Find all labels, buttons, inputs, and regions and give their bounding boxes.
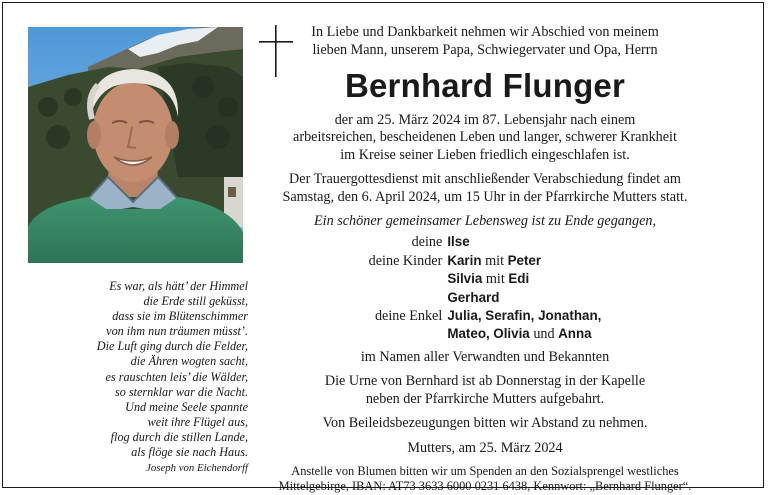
family-member: Silvia: [447, 271, 483, 287]
family-member: Edi: [508, 271, 530, 287]
poem-line: Und meine Seele spannte: [125, 399, 248, 414]
death-notice: [275, 112, 695, 164]
donation-line: Anstelle von Blumen bitten wir um Spenden an den Sozialsprengel westliches: [291, 463, 679, 478]
poem-line: von ihm nun träumen müsst’.: [106, 324, 248, 339]
service-line: Der Trauergottesdienst mit anschließender Verabschiedung findet am: [289, 171, 681, 188]
poem-line: flog durch die stillen Lande,: [110, 429, 248, 444]
family-label: deine Enkel: [374, 308, 443, 325]
family-label: deine Kinder: [368, 252, 443, 269]
cross-icon: [259, 25, 293, 77]
and-word: und: [533, 326, 555, 343]
family-row-children-2: [369, 270, 602, 288]
family-member: Karin: [447, 252, 482, 268]
poem-line: es rauschten leis’ die Wälder,: [105, 369, 248, 384]
place-date: Mutters, am 25. März 2024: [407, 439, 563, 456]
urn-line: Die Urne von Bernhard ist ab Donnerstag in der Kapelle: [324, 373, 646, 390]
urn-info: [275, 373, 695, 408]
motto: Ein schöner gemeinsamer Lebensweg ist zu Ende gegangen,: [313, 213, 657, 230]
poem-line: Es war, als hätt’ der Himmel: [109, 279, 248, 293]
donation-note: [275, 464, 695, 495]
with-word: mit: [485, 252, 505, 269]
family-row-grandchildren-2: [369, 325, 602, 343]
poem-line: weit ihre Flügel aus,: [147, 414, 248, 429]
family-member: Anna: [558, 326, 592, 342]
intro-line: In Liebe und Dankbarkeit nehmen wir Abschied von meinem: [311, 24, 659, 40]
family-member: Mateo,: [447, 326, 490, 342]
relatives-line: im Namen aller Verwandten und Bekannten: [360, 348, 610, 365]
condolences-note: Von Beileidsbezeugungen bitten wir Abstand zu nehmen.: [322, 415, 648, 432]
poem-line: die Ähren wogten sacht,: [130, 354, 248, 369]
poem: [20, 279, 248, 476]
family-row-children-3: [369, 289, 602, 307]
family-row-children: [369, 252, 602, 270]
urn-line: neben der Pfarrkirche Mutters aufgebahrt.: [365, 390, 605, 407]
poem-line: die Erde still geküsst,: [143, 294, 248, 309]
intro-line: lieben Mann, unserem Papa, Schwiegervater und Opa, Herrn: [312, 42, 658, 58]
family-label: deine: [411, 234, 443, 251]
poem-author: Joseph von Eichendorff: [146, 462, 248, 475]
poem-line: so sternklar war die Nacht.: [114, 384, 248, 399]
death-notice-line: der am 25. März 2024 im 87. Lebensjahr nach einem: [334, 112, 636, 128]
service-line: Samstag, den 6. April 2024, um 15 Uhr in der Pfarrkirche Mutters statt.: [282, 188, 688, 205]
with-word: mit: [485, 271, 505, 288]
family-row-wife: [369, 233, 602, 251]
poem-line: als flöge sie nach Haus.: [131, 445, 248, 460]
service-info: [275, 171, 695, 206]
portrait-photo: [28, 27, 243, 263]
family-member: Ilse: [447, 234, 470, 250]
deceased-name: Bernhard Flunger: [344, 67, 626, 104]
notice-body: [275, 112, 695, 495]
family-member: Julia, Serafin, Jonathan,: [447, 308, 602, 324]
family-member: Gerhard: [447, 289, 500, 305]
poem-line: Die Luft ging durch die Felder,: [96, 339, 248, 354]
family-member: Olivia: [493, 326, 530, 342]
intro-text: [305, 23, 665, 59]
family-member: Peter: [507, 252, 542, 268]
death-notice-line: im Kreise seiner Lieben friedlich eingeschlafen ist.: [340, 146, 630, 163]
donation-line: Mittelgebirge, IBAN: AT73 3633 6000 0231 6438, Kennwort: „Bernhard Flunger“.: [278, 479, 692, 494]
family-row-grandchildren: [369, 307, 602, 325]
death-notice-line: arbeitsreichen, bescheidenen Leben und langer, schwerer Krankheit: [293, 129, 677, 146]
family-list: [369, 233, 602, 343]
poem-line: dass sie im Blütenschimmer: [112, 309, 248, 324]
